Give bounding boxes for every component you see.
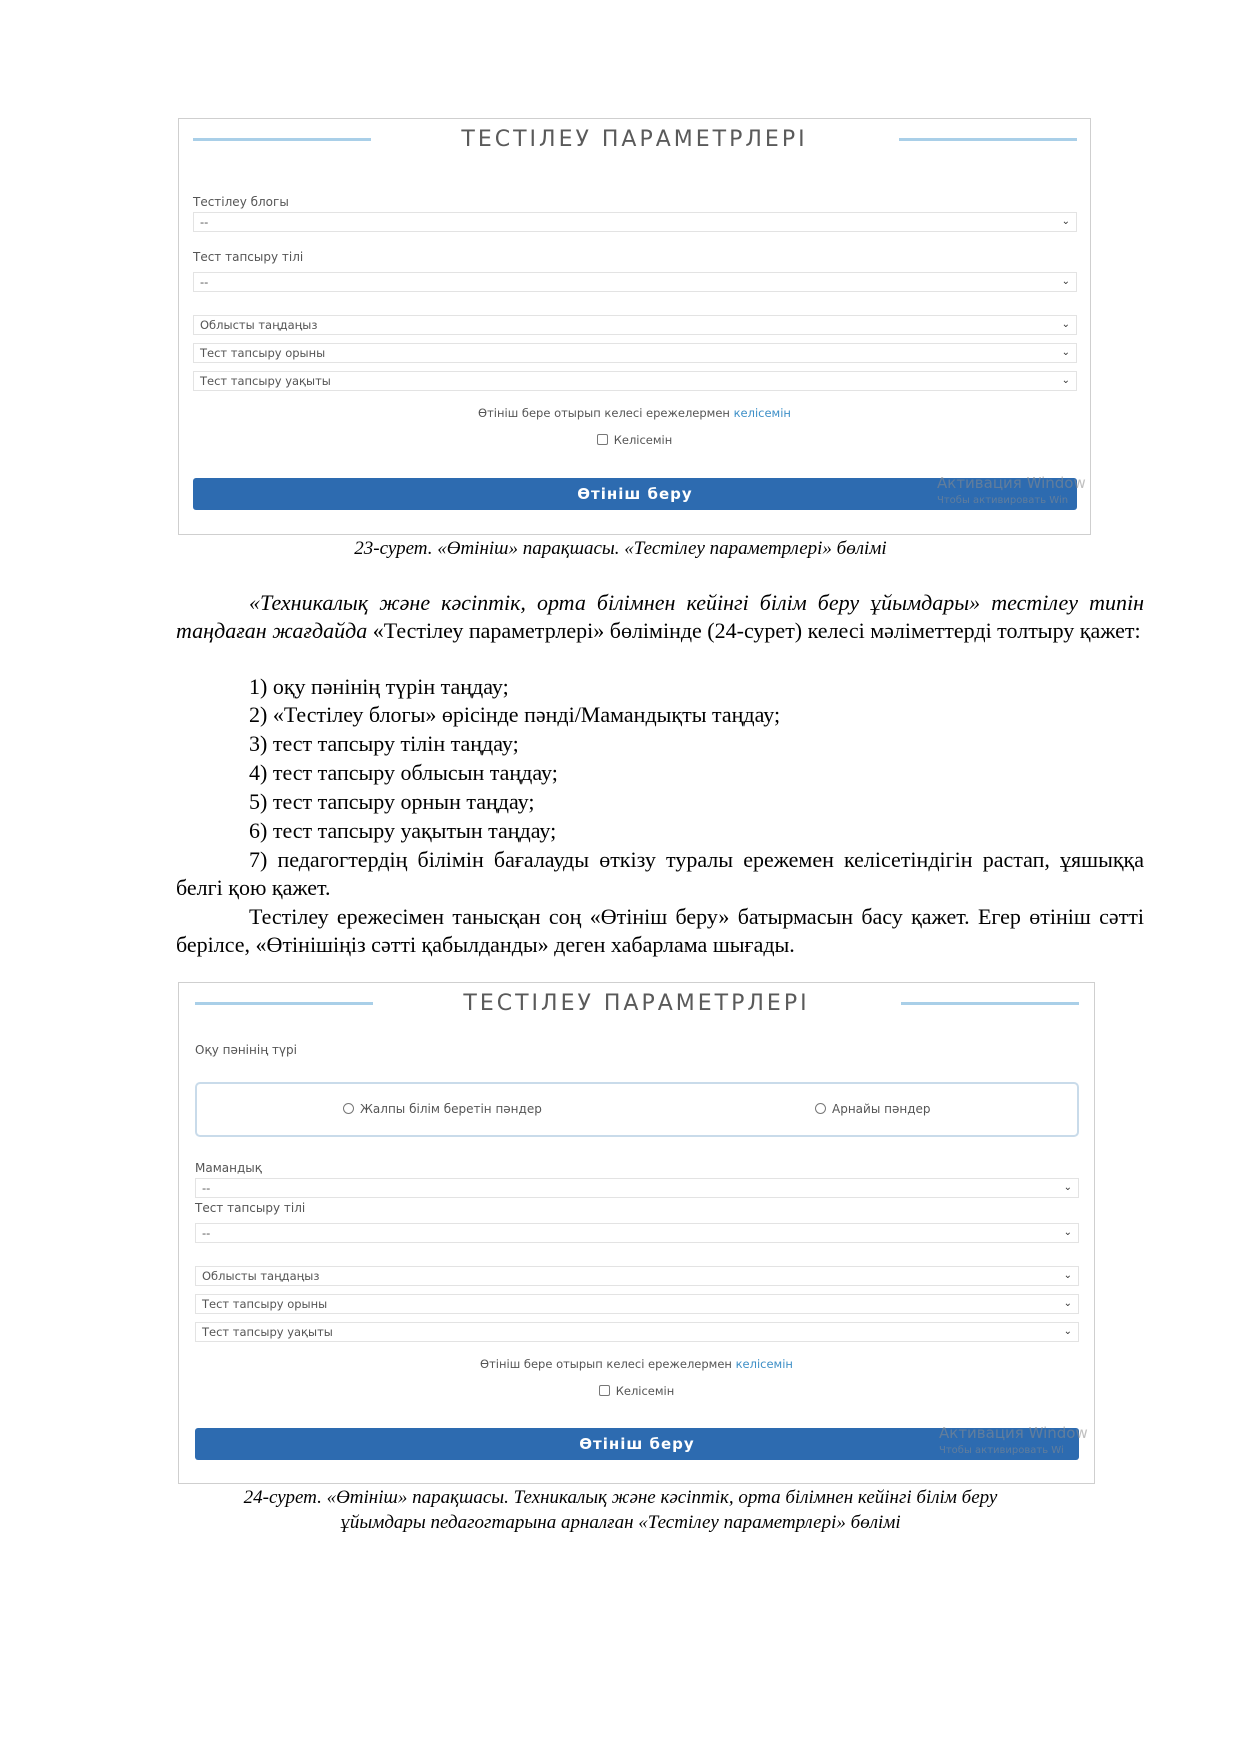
radio-general-subjects[interactable] [343,1102,542,1116]
chevron-down-icon: ⌄ [1061,375,1070,386]
test-language-label: Тест тапсыру тілі [193,250,304,264]
select-value: -- [200,215,209,229]
list-item-7: 7) педагогтердің білімін бағалауды өткізу туралы ережемен келісетіндігін растап, ұяшыққа белгі қою қажет. [176,847,1144,900]
checkbox-label: Келісемін [613,433,673,447]
select-value: Тест тапсыру уақыты [200,374,331,388]
radio-circle-icon[interactable] [815,1103,826,1114]
select-value: -- [202,1181,211,1195]
windows-activation-watermark-sub: Чтобы активировать Wi [939,1445,1064,1456]
test-time-select[interactable] [193,371,1077,391]
figure-24-caption-line1: 24-сурет. «Өтініш» парақшасы. Техникалық және кәсіптік, орта білімнен кейінгі білім беру [243,1487,998,1508]
checkbox-label: Келісемін [615,1384,675,1398]
paragraph-intro [176,589,1144,645]
specialty-select[interactable] [195,1178,1079,1198]
list-item: 4) тест тапсыру облысын таңдау; [249,760,558,785]
agreement-text [179,1357,1094,1371]
figure-24-screenshot [178,982,1095,1484]
list-item: 1) оқу пәнінің түрін таңдау; [249,674,509,699]
figure-23-caption: 23-сурет. «Өтініш» парақшасы. «Тестілеу параметрлері» бөлімі [354,538,887,559]
agree-checkbox-row[interactable] [179,1384,1094,1398]
chevron-down-icon: ⌄ [1063,1182,1072,1193]
test-language-select[interactable] [195,1223,1079,1243]
paragraph-submit: Тестілеу ережесімен танысқан соң «Өтініш беру» батырмасын басу қажет. Егер өтініш сәтті берілсе, «Өтінішіңіз сәтті қабылданды» деген хабарлама шығады. [176,904,1144,957]
submit-application-button[interactable]: Өтініш беру [193,478,1077,510]
testing-block-select[interactable] [193,212,1077,232]
submit-application-button[interactable]: Өтініш беру [195,1428,1079,1460]
figure-24-caption-line2: ұйымдары педагогтарына арналған «Тестілеу параметрлері» бөлімі [340,1512,901,1533]
agreement-prefix: Өтініш бере отырып келесі ережелермен [480,1357,736,1371]
select-value: -- [200,275,209,289]
chevron-down-icon: ⌄ [1063,1270,1072,1281]
select-value: Тест тапсыру орыны [202,1297,328,1311]
chevron-down-icon: ⌄ [1061,319,1070,330]
agreement-link[interactable]: келісемін [733,406,791,420]
region-select[interactable] [193,315,1077,335]
radio-special-label: Арнайы пәндер [832,1102,931,1116]
test-language-label: Тест тапсыру тілі [195,1201,306,1215]
agreement-link[interactable]: келісемін [735,1357,793,1371]
radio-general-label: Жалпы білім беретін пәндер [360,1102,542,1116]
select-value: -- [202,1226,211,1240]
paragraph-intro-rest: «Тестілеу параметрлері» бөлімінде (24-сурет) келесі мәліметтерді толтыру қажет: [367,618,1141,643]
figure-23-screenshot [178,118,1091,535]
chevron-down-icon: ⌄ [1063,1326,1072,1337]
agree-checkbox-row[interactable] [179,433,1090,447]
list-item: 3) тест тапсыру тілін таңдау; [249,731,519,756]
list-item: 5) тест тапсыру орнын таңдау; [249,789,535,814]
region-select[interactable] [195,1266,1079,1286]
form-header: ТЕСТІЛЕУ ПАРАМЕТРЛЕРІ [463,991,810,1016]
select-value: Тест тапсыру уақыты [202,1325,333,1339]
chevron-down-icon: ⌄ [1061,216,1070,227]
testing-block-label: Тестілеу блогы [193,195,289,209]
test-place-select[interactable] [195,1294,1079,1314]
windows-activation-watermark: Активация Window [937,474,1086,492]
windows-activation-watermark: Активация Window [939,1424,1088,1442]
select-value: Тест тапсыру орыны [200,346,326,360]
chevron-down-icon: ⌄ [1063,1227,1072,1238]
select-value: Облысты таңдаңыз [200,318,318,332]
test-place-select[interactable] [193,343,1077,363]
radio-special-subjects[interactable] [815,1102,930,1116]
chevron-down-icon: ⌄ [1061,347,1070,358]
subject-type-label: Оқу пәнінің түрі [195,1043,297,1057]
subject-type-group [195,1082,1079,1137]
specialty-label: Мамандық [195,1161,262,1175]
agree-checkbox[interactable] [599,1385,610,1396]
test-time-select[interactable] [195,1322,1079,1342]
chevron-down-icon: ⌄ [1061,276,1070,287]
form-header: ТЕСТІЛЕУ ПАРАМЕТРЛЕРІ [461,127,808,152]
list-item: 6) тест тапсыру уақытын таңдау; [249,818,557,843]
agree-checkbox[interactable] [597,434,608,445]
windows-activation-watermark-sub: Чтобы активировать Win [937,495,1069,506]
list-item: 2) «Тестілеу блогы» өрісінде пәнді/Мамандықты таңдау; [249,702,781,727]
test-language-select[interactable] [193,272,1077,292]
select-value: Облысты таңдаңыз [202,1269,320,1283]
paragraph-intro-italic: «Техникалық және кәсіптік, орта білімнен кейінгі білім беру ұйымдары» тестілеу типін таңдаған жағдайда [176,590,1144,643]
radio-circle-icon[interactable] [343,1103,354,1114]
agreement-text [179,406,1090,420]
agreement-prefix: Өтініш бере отырып келесі ережелермен [478,406,734,420]
chevron-down-icon: ⌄ [1063,1298,1072,1309]
